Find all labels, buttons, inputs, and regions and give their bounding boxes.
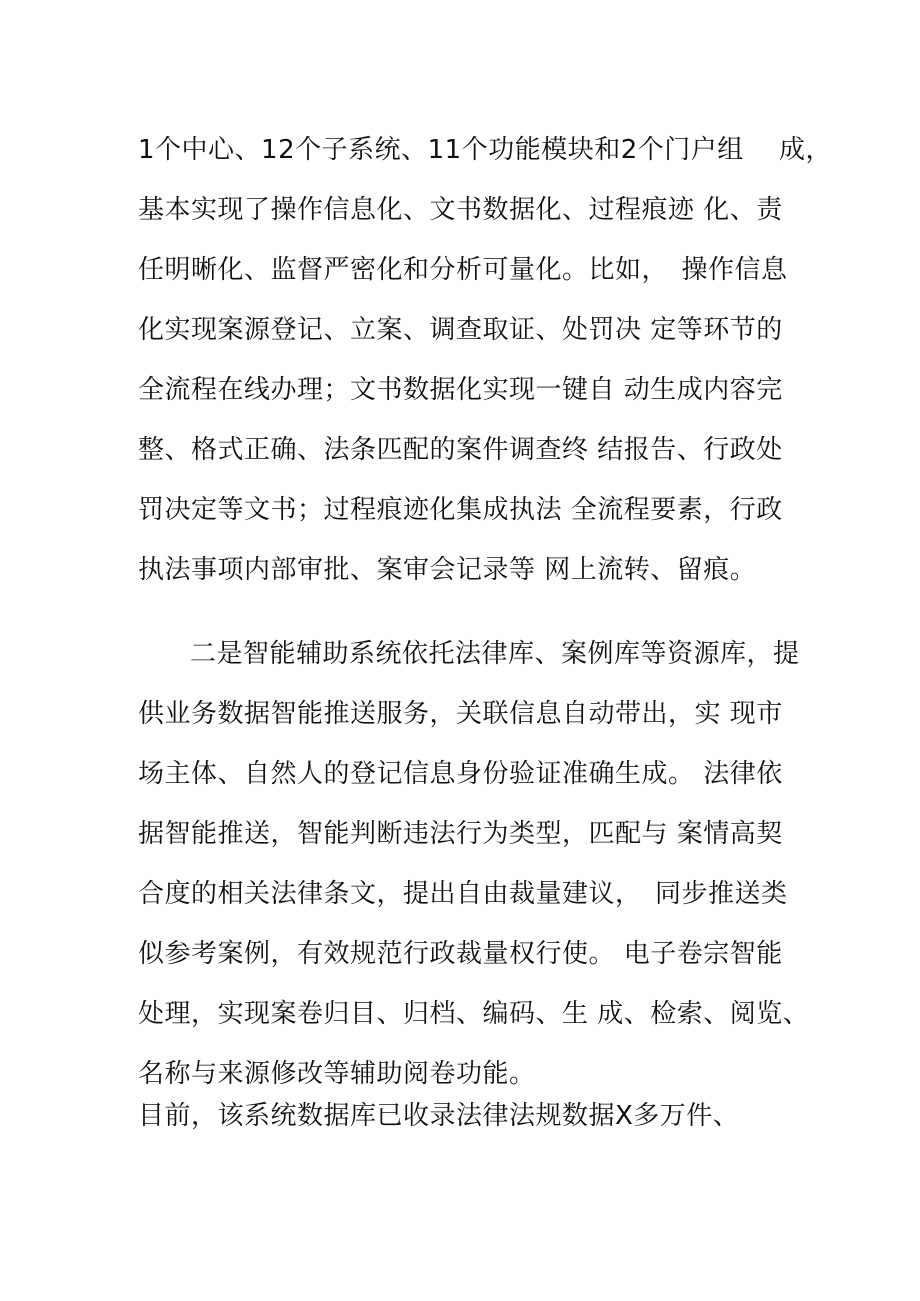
text-line: 似参考案例，有效规范行政裁量权行使。 电子卷宗智能: [138, 939, 783, 969]
text-line: 全流程在线办理；文书数据化实现一键自 动生成内容完: [138, 375, 783, 405]
text-line: 供业务数据智能推送服务，关联信息自动带出，实 现市: [138, 699, 783, 729]
text-line: 处理，实现案卷归目、归档、编码、生 成、检索、阅览、: [138, 999, 810, 1029]
text-line: 任明晰化、监督严密化和分析可量化。比如， 操作信息: [138, 255, 788, 285]
text-line: 场主体、自然人的登记信息身份验证准确生成。 法律依: [138, 759, 783, 789]
text-line: 据智能推送，智能判断违法行为类型，匹配与 案情高契: [138, 819, 783, 849]
text-line: 1个中心、12个子系统、11个功能模块和2个门户组 成，: [138, 135, 833, 165]
text-line: 化实现案源登记、立案、调查取证、处罚决 定等环节的: [138, 315, 783, 345]
text-line: 合度的相关法律条文，提出自由裁量建议， 同步推送类: [138, 879, 788, 909]
text-line: 目前，该系统数据库已收录法律法规数据X多万件、: [138, 1101, 740, 1131]
text-line: 整、格式正确、法条匹配的案件调查终 结报告、行政处: [138, 435, 783, 465]
text-line: 基本实现了操作信息化、文书数据化、过程痕迹 化、责: [138, 195, 783, 225]
text-line: 名称与来源修改等辅助阅卷功能。: [138, 1059, 536, 1089]
text-line: 二是智能辅助系统依托法律库、案例库等资源库，提: [190, 639, 800, 669]
text-line: 罚决定等文书；过程痕迹化集成执法 全流程要素，行政: [138, 495, 783, 525]
text-line: 执法事项内部审批、案审会记录等 网上流转、留痕。: [138, 555, 757, 585]
